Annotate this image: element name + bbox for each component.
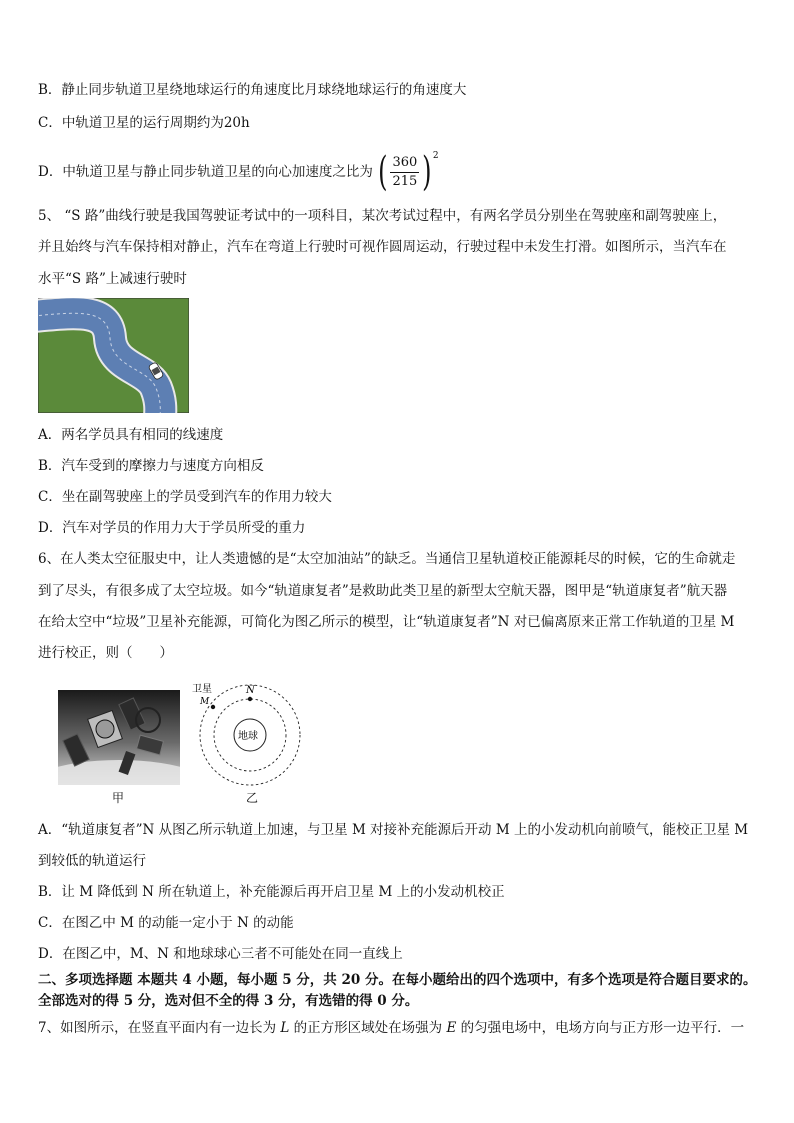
q5-option-d: D．汽车对学员的作用力大于学员所受的重力: [38, 520, 306, 536]
satellite-n-dot: [248, 697, 252, 701]
fraction-denominator: 215: [392, 173, 418, 189]
section2-line-1: 二、多项选择题 本题共 4 小题，每小题 5 分，共 20 分。在每小题给出的四个选项中，有多个选项是符合题目要求的。: [38, 972, 757, 988]
q4-option-b: B．静止同步轨道卫星绕地球运行的角速度比月球绕地球运行的角速度大: [38, 82, 467, 98]
q5-option-a: A．两名学员具有相同的线速度: [38, 427, 224, 443]
label-satellite: 卫星: [192, 684, 212, 695]
q6-stem-line-1: 6、在人类太空征服史中，让人类遗憾的是“太空加油站”的缺乏。当通信卫星轨道校正能源耗尽的时候，它的生命就走: [38, 551, 736, 567]
q6-option-c: C．在图乙中 M 的动能一定小于 N 的动能: [38, 915, 294, 931]
q5-stem-line-1: 5、 “S 路”曲线行驶是我国驾驶证考试中的一项科目，某次考试过程中，有两名学员分别坐在驾驶座和副驾驶座上，: [38, 208, 727, 224]
q4-option-d-fraction: ( $\frac{360}{215}$ ) 2: [375, 152, 439, 192]
variable-l: L: [280, 1020, 290, 1036]
spacecraft-photo: [58, 690, 180, 785]
q6-option-a-line-2: 到较低的轨道运行: [38, 853, 146, 869]
q6-option-b: B．让 M 降低到 N 所在轨道上，补充能源后再开启卫星 M 上的小发动机校正: [38, 884, 505, 900]
q5-stem-line-3: 水平“S 路”上减速行驶时: [38, 271, 187, 287]
q6-stem-line-2: 到了尽头，有很多成了太空垃圾。如今“轨道康复者”是救助此类卫星的新型太空航天器，图甲是“轨道康复者”航天器: [38, 583, 728, 599]
label-earth: 地球: [238, 731, 258, 742]
orbit-diagram: [190, 680, 310, 792]
label-m: M: [200, 697, 210, 707]
q4-option-d: [38, 150, 439, 194]
q6-stem-line-4: 进行校正，则（ ）: [38, 645, 173, 661]
figure-label-yi: 乙: [246, 791, 259, 805]
q6-option-d: D．在图乙中，M、N 和地球球心三者不可能处在同一直线上: [38, 946, 403, 962]
fraction-numerator: 360: [390, 154, 419, 173]
variable-e: E: [446, 1020, 457, 1036]
q4-option-d-text: D．中轨道卫星与静止同步轨道卫星的向心加速度之比为: [38, 164, 373, 180]
satellite-m-dot: [211, 705, 215, 709]
section2-line-2: 全部选对的得 5 分，选对但不全的得 3 分，有选错的得 0 分。: [38, 993, 419, 1009]
s-road-figure: [38, 298, 189, 413]
figure-label-jia: 甲: [112, 791, 125, 805]
fraction-exponent: 2: [432, 151, 439, 161]
q6-option-a-line-1: A．“轨道康复者”N 从图乙所示轨道上加速，与卫星 M 对接补充能源后开动 M 上的小发动机向前喷气，能校正卫星 M: [38, 822, 749, 838]
label-n: N: [246, 685, 255, 696]
q5-option-c: C．坐在副驾驶座上的学员受到汽车的作用力较大: [38, 489, 332, 505]
q5-option-b: B．汽车受到的摩擦力与速度方向相反: [38, 458, 264, 474]
q7-stem-line-1: 7、如图所示，在竖直平面内有一边长为 L 的正方形区域处在场强为 E 的匀强电场中，电场方向与正方形一边平行．一: [38, 1020, 745, 1036]
q6-stem-line-3: 在给太空中“垃圾”卫星补充能源，可简化为图乙所示的模型，让“轨道康复者”N 对已偏离原来正常工作轨道的卫星 M: [38, 614, 735, 630]
q4-option-c: C．中轨道卫星的运行周期约为20h: [38, 115, 250, 131]
q5-stem-line-2: 并且始终与汽车保持相对静止，汽车在弯道上行驶时可视作圆周运动，行驶过程中未发生打滑。如图所示，当汽车在: [38, 239, 727, 255]
